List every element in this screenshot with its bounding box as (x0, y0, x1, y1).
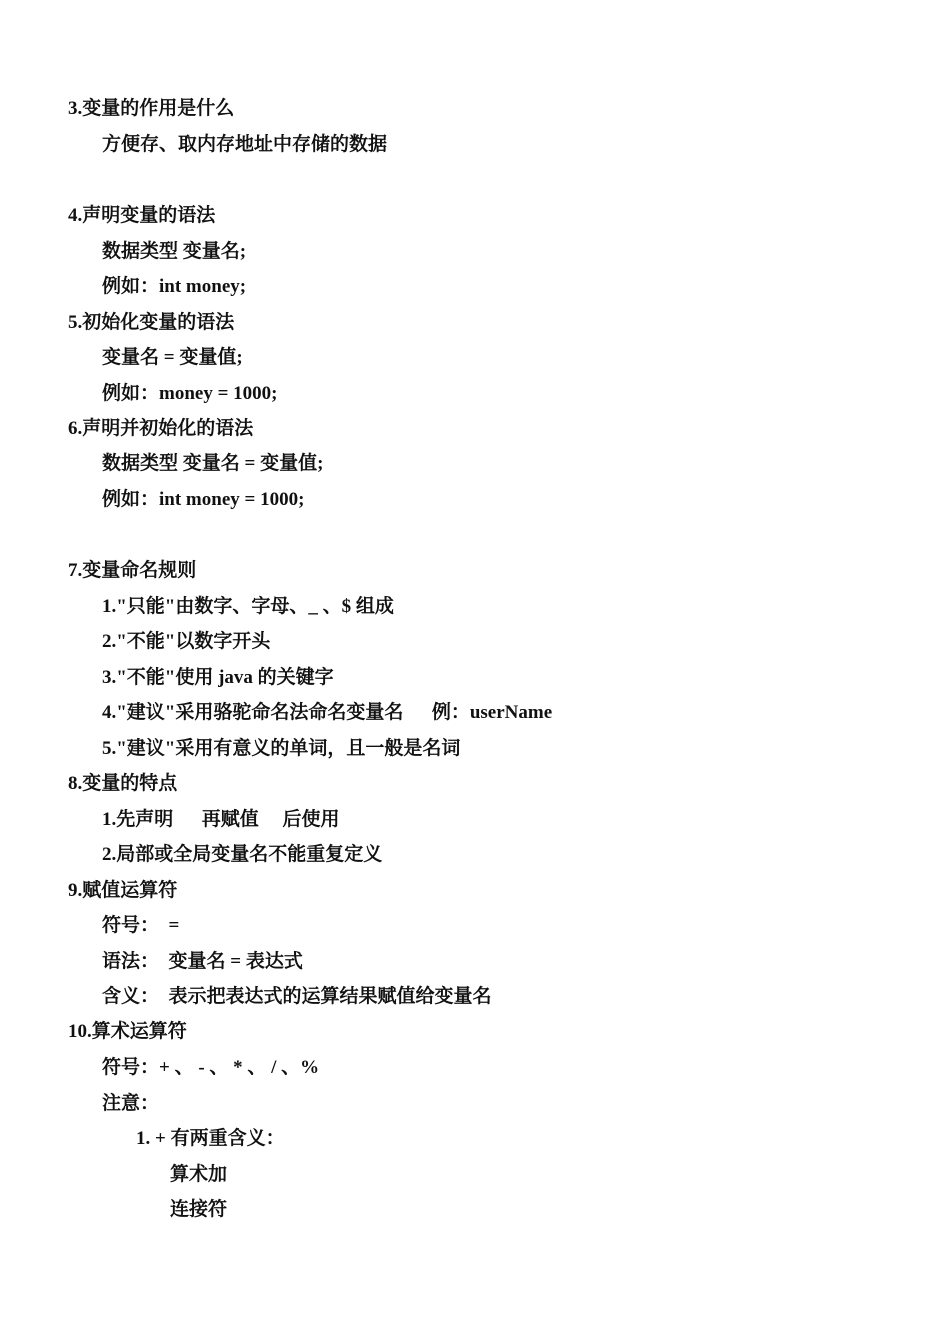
text-arithmetic-symbols: 符号：+ 、 - 、 * 、 / 、% (102, 1057, 320, 1078)
text-declare-example: 例如：int money; (102, 276, 247, 297)
list-item-naming-rule-2: 2."不能"以数字开头 (102, 631, 271, 652)
heading-7-naming-rules: 7.变量命名规则 (68, 560, 197, 581)
list-item-naming-rule-1: 1."只能"由数字、字母、_ 、$ 组成 (102, 596, 394, 617)
heading-6-declare-init-syntax: 6.声明并初始化的语法 (68, 418, 254, 439)
text-declare-init-syntax: 数据类型 变量名 = 变量值; (102, 453, 324, 474)
text-declare-init-example: 例如：int money = 1000; (102, 489, 305, 510)
heading-8-variable-features: 8.变量的特点 (68, 773, 178, 794)
heading-5-init-syntax: 5.初始化变量的语法 (68, 312, 235, 333)
list-item-naming-rule-3: 3."不能"使用 java 的关键字 (102, 667, 334, 688)
list-item-feature-2: 2.局部或全局变量名不能重复定义 (102, 844, 383, 865)
text-init-example: 例如：money = 1000; (102, 383, 278, 404)
text-assignment-symbol: 符号： = (102, 915, 180, 936)
heading-3-variable-purpose: 3.变量的作用是什么 (68, 98, 235, 119)
list-item-naming-rule-5: 5."建议"采用有意义的单词，且一般是名词 (102, 738, 461, 759)
text-assignment-syntax: 语法： 变量名 = 表达式 (102, 951, 303, 972)
text-note-label: 注意： (102, 1093, 160, 1114)
text-meaning-concatenation: 连接符 (170, 1199, 228, 1220)
text-variable-purpose: 方便存、取内存地址中存储的数据 (102, 134, 388, 155)
text-assignment-meaning: 含义： 表示把表达式的运算结果赋值给变量名 (102, 986, 492, 1007)
list-item-naming-rule-4: 4."建议"采用骆驼命名法命名变量名 例：userName (102, 702, 553, 723)
text-init-syntax: 变量名 = 变量值; (102, 347, 243, 368)
heading-10-arithmetic-operators: 10.算术运算符 (68, 1021, 187, 1042)
text-declare-syntax: 数据类型 变量名; (102, 241, 247, 262)
list-item-note-1: 1. + 有两重含义： (136, 1128, 285, 1149)
text-meaning-arithmetic-add: 算术加 (170, 1164, 228, 1185)
heading-4-declare-syntax: 4.声明变量的语法 (68, 205, 216, 226)
list-item-feature-1: 1.先声明 再赋值 后使用 (102, 809, 340, 830)
heading-9-assignment-operator: 9.赋值运算符 (68, 880, 178, 901)
